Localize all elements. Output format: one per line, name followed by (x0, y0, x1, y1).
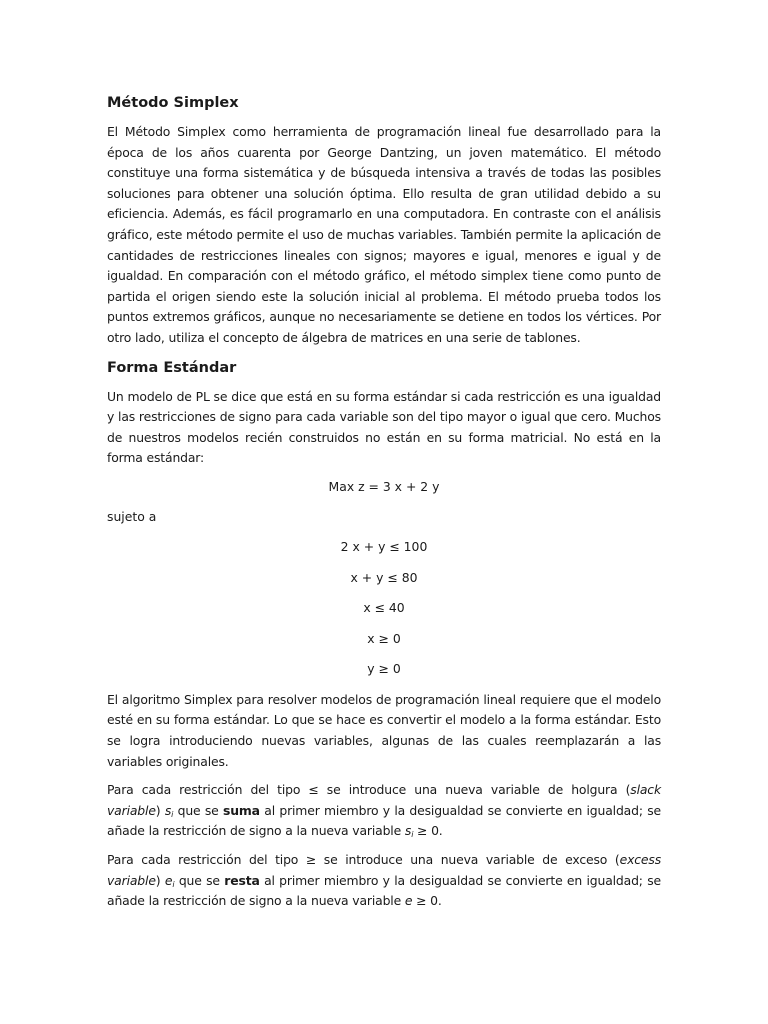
slack-text-2: ) (155, 802, 161, 818)
document-page (107, 92, 661, 920)
slack-text-4: al primer miembro y la desigualdad se convierte en igualdad; se añade la restricción de signo a la nueva variable (107, 802, 661, 839)
slack-var-subscript-2: i (411, 830, 414, 840)
section-title-metodo-simplex: Método Simplex (107, 95, 239, 111)
paragraph-excess-variable (107, 850, 661, 912)
slack-keyword-suma: suma (223, 802, 260, 818)
excess-text-5: ≥ 0. (412, 893, 442, 909)
constraint-4: x ≥ 0 (367, 630, 401, 646)
excess-var-subscript: i (172, 879, 175, 889)
paragraph-forma-estandar-intro: Un modelo de PL se dice que está en su forma estándar si cada restricción es una igualdad y las restricciones de signo para cada variable son del tipo mayor o igual que cero. Muchos de nuestros modelos recién construidos no están en su forma matricial. No está en la forma estándar: (107, 388, 661, 466)
excess-variable-term: excess variable (107, 852, 661, 888)
excess-text-1: Para cada restricción del tipo ≥ se introduce una nueva variable de exceso ( (107, 852, 620, 868)
excess-var-symbol-2: e (404, 893, 413, 909)
section-title-forma-estandar: Forma Estándar (107, 359, 237, 376)
excess-text-2: ) (155, 872, 161, 888)
paragraph-algorithm: El algoritmo Simplex para resolver modelos de programación lineal requiere que el modelo esté en su forma estándar. Lo que se hace es convertir el modelo a la forma estándar. Esto se logra introduciendo nuevas variables, algunas de las cuales reemplazarán a las variables originales. (107, 691, 661, 769)
paragraph-slack-variable (107, 780, 661, 842)
constraint-1: 2 x + y ≤ 100 (340, 538, 428, 554)
objective-function: Max z = 3 x + 2 y (328, 478, 440, 494)
excess-keyword-resta: resta (224, 872, 260, 888)
slack-text-1: Para cada restricción del tipo ≤ se introduce una nueva variable de holgura ( (107, 782, 631, 798)
slack-var-symbol: s (164, 802, 172, 818)
excess-text-3: que se (174, 872, 225, 888)
constraint-3: x ≤ 40 (363, 600, 405, 616)
constraint-2: x + y ≤ 80 (350, 569, 418, 585)
subject-to-label: sujeto a (107, 508, 157, 524)
excess-text-4: al primer miembro y la desigualdad se convierte en igualdad; se añade la restricción de signo a la nueva variable (107, 872, 661, 909)
constraint-list (107, 537, 661, 679)
slack-var-symbol-2: s (404, 823, 412, 839)
slack-variable-term: slack variable (107, 782, 661, 818)
excess-var-symbol: e (164, 872, 173, 888)
constraint-5: y ≥ 0 (367, 661, 401, 677)
slack-var-subscript: i (171, 809, 174, 819)
paragraph-metodo-simplex: El Método Simplex como herramienta de programación lineal fue desarrollado para la época de los años cuarenta por George Dantzing, un joven matemático. El método constituye una forma sistemática y de búsqueda intensiva a través de todas las posibles soluciones para obtener una solución óptima. Ello resulta de gran utilidad debido a su eficiencia. Además, es fácil programarlo en una computadora. En contraste con el análisis gráfico, este método permite el uso de muchas variables. También permite la aplicación de cantidades de restricciones lineales con signos; mayores e igual, menores e igual y de igualdad. En comparación con el método gráfico, el método simplex tiene como punto de partida el origen siendo este la solución inicial al problema. El método prueba todos los puntos extremos gráficos, aunque no necesariamente se detiene en todos los vértices. Por otro lado, utiliza el concepto de álgebra de matrices en una serie de tablones. (107, 124, 661, 345)
slack-text-3: que se (173, 802, 224, 818)
slack-text-5: ≥ 0. (413, 823, 443, 839)
